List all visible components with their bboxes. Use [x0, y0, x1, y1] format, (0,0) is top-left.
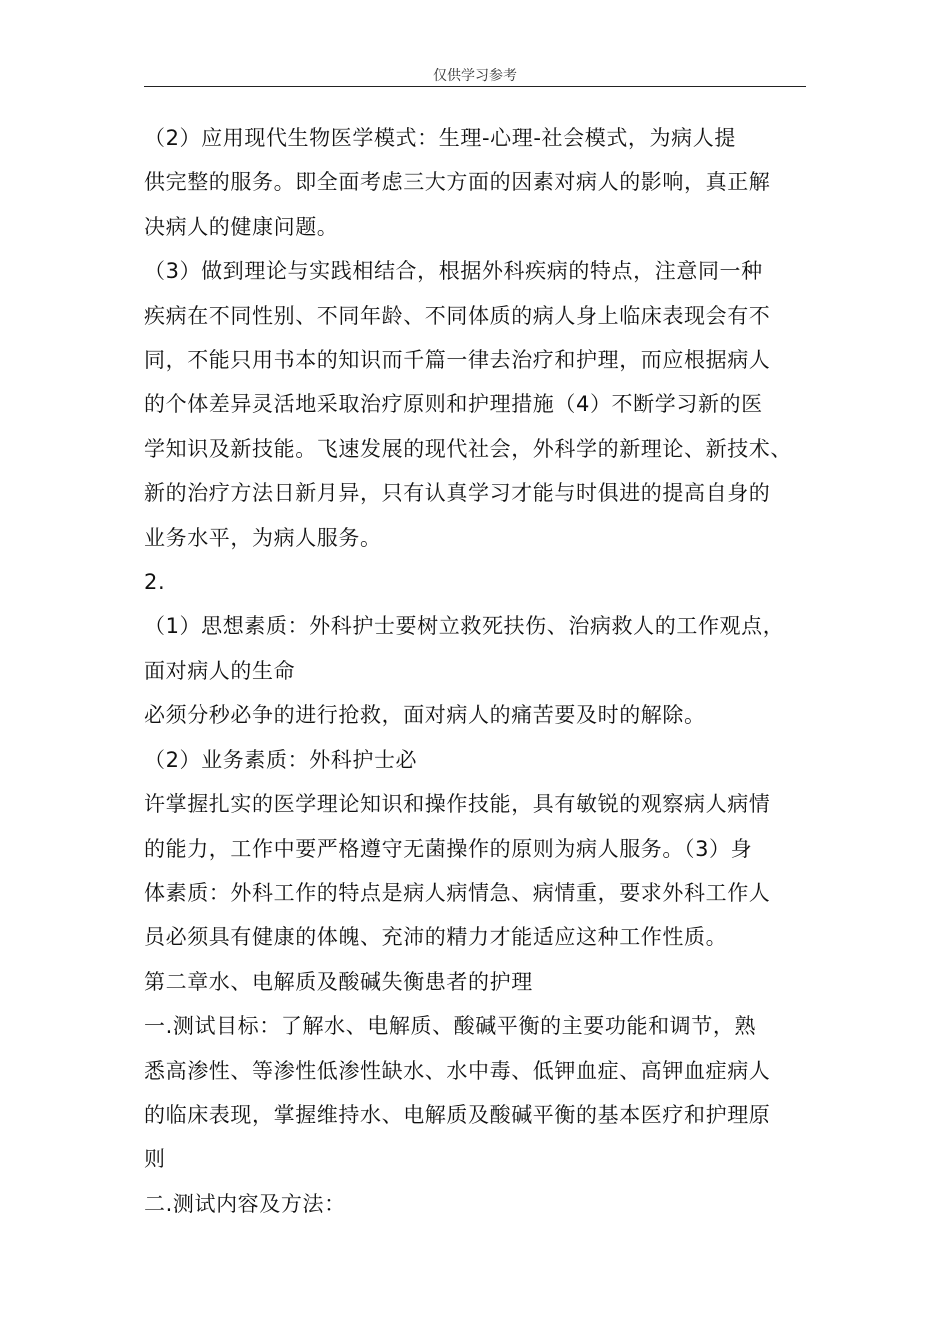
text-line: 一.测试目标：了解水、电解质、酸碱平衡的主要功能和调节，熟: [144, 1014, 757, 1039]
document-body: [144, 116, 808, 1226]
text-line: 业务水平，为病人服务。: [144, 525, 382, 550]
chapter-heading: 第二章水、电解质及酸碱失衡患者的护理: [144, 969, 533, 994]
text-line: 新的治疗方法日新月异，只有认真学习才能与时俱进的提高自身的: [144, 481, 771, 506]
text-line: 员必须具有健康的体魄、充沛的精力才能适应这种工作性质。: [144, 925, 728, 950]
text-line: 决病人的健康问题。: [144, 214, 339, 239]
text-line: 的个体差异灵活地采取治疗原则和护理措施（4）不断学习新的医: [144, 392, 763, 417]
text-line: （2）应用现代生物医学模式：生理-心理-社会模式，为病人提: [144, 126, 736, 150]
text-line: 悉高渗性、等渗性低渗性缺水、水中毒、低钾血症、高钾血症病人: [144, 1058, 771, 1083]
text-line: （3）做到理论与实践相结合，根据外科疾病的特点，注意同一种: [144, 259, 763, 284]
text-line: （2）业务素质：外科护士必: [144, 747, 418, 772]
text-line: 必须分秒必争的进行抢救，面对病人的痛苦要及时的解除。: [144, 703, 706, 728]
text-line: 供完整的服务。即全面考虑三大方面的因素对病人的影响，真正解: [144, 170, 771, 195]
header-rule: [144, 86, 806, 87]
text-line: 体素质：外科工作的特点是病人病情急、病情重，要求外科工作人: [144, 880, 771, 905]
text-line: 疾病在不同性别、不同年龄、不同体质的病人身上临床表现会有不: [144, 303, 771, 328]
text-line: 面对病人的生命: [144, 658, 296, 683]
section-number: 2.: [144, 570, 166, 595]
page-header: 仅供学习参考: [433, 68, 517, 84]
text-line: 学知识及新技能。飞速发展的现代社会，外科学的新理论、新技术、: [144, 436, 792, 461]
text-line: （1）思想素质：外科护士要树立救死扶伤、治病救人的工作观点，: [144, 614, 785, 639]
text-line: 同，不能只用书本的知识而千篇一律去治疗和护理，而应根据病人: [144, 348, 771, 373]
text-line: 许掌握扎实的医学理论知识和操作技能，具有敏锐的观察病人病情: [144, 792, 771, 817]
text-line: 的临床表现，掌握维持水、电解质及酸碱平衡的基本医疗和护理原: [144, 1102, 771, 1127]
text-line: 的能力，工作中要严格遵守无菌操作的原则为病人服务。（3）身: [144, 836, 753, 861]
text-line: 则: [144, 1147, 166, 1172]
text-line: 二.测试内容及方法：: [144, 1191, 346, 1216]
